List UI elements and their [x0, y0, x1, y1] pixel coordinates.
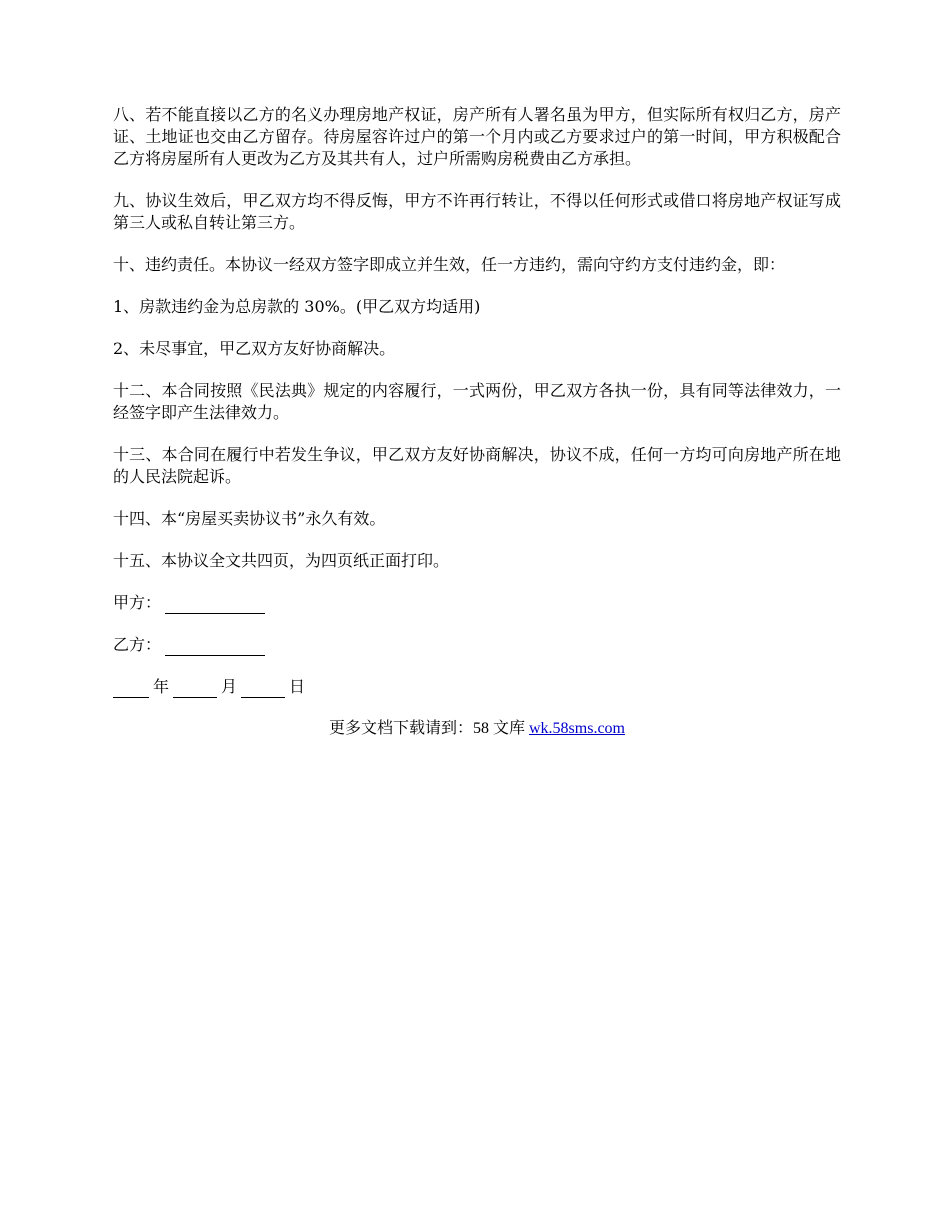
- clause-15: 十五、本协议全文共四页，为四页纸正面打印。: [113, 551, 450, 570]
- month-blank: [173, 679, 217, 698]
- footer: [113, 718, 841, 740]
- day-label: 日: [289, 677, 306, 696]
- clause-12: 十二、本合同按照《民法典》规定的内容履行，一式两份，甲乙双方各执一份，具有同等法律效力，一经签字即产生法律效力。: [113, 381, 841, 422]
- day-blank: [241, 679, 285, 698]
- year-label: 年: [153, 677, 170, 696]
- party-b-label: 乙方：: [113, 635, 162, 654]
- clause-13: 十三、本合同在履行中若发生争议，甲乙双方友好协商解决，协议不成，任何一方均可向房地产所在地的人民法院起诉。: [113, 445, 841, 486]
- clause-8: 八、若不能直接以乙方的名义办理房地产权证，房产所有人署名虽为甲方，但实际所有权归乙方，房产证、土地证也交由乙方留存。待房屋容许过户的第一个月内或乙方要求过户的第一时间，甲方积极配合乙方将房屋所有人更改为乙方及其共有人，过户所需购房税费由乙方承担。: [113, 105, 841, 168]
- date-line: [113, 676, 841, 698]
- clause-10: 十、违约责任。本协议一经双方签字即成立并生效，任一方违约，需向守约方支付违约金，即：: [113, 255, 786, 274]
- party-a-signature-blank: [165, 595, 265, 614]
- party-a-signature: [113, 592, 841, 614]
- document-page: [113, 104, 841, 740]
- clause-10-item-2: 2、未尽事宜，甲乙双方友好协商解决。: [113, 339, 396, 358]
- clause-9: 九、协议生效后，甲乙双方均不得反悔，甲方不许再行转让，不得以任何形式或借口将房地产权证写成第三人或私自转让第三方。: [113, 191, 841, 232]
- footer-text: 更多文档下载请到：58 文库: [328, 720, 529, 737]
- footer-link[interactable]: wk.58sms.com: [529, 720, 625, 737]
- party-a-label: 甲方：: [113, 593, 162, 612]
- year-blank: [113, 679, 149, 698]
- clause-14: 十四、本“房屋买卖协议书”永久有效。: [113, 509, 386, 528]
- party-b-signature: [113, 634, 841, 656]
- clause-10-item-1: 1、房款违约金为总房款的 30%。(甲乙双方均适用): [113, 297, 481, 316]
- month-label: 月: [221, 677, 238, 696]
- party-b-signature-blank: [165, 637, 265, 656]
